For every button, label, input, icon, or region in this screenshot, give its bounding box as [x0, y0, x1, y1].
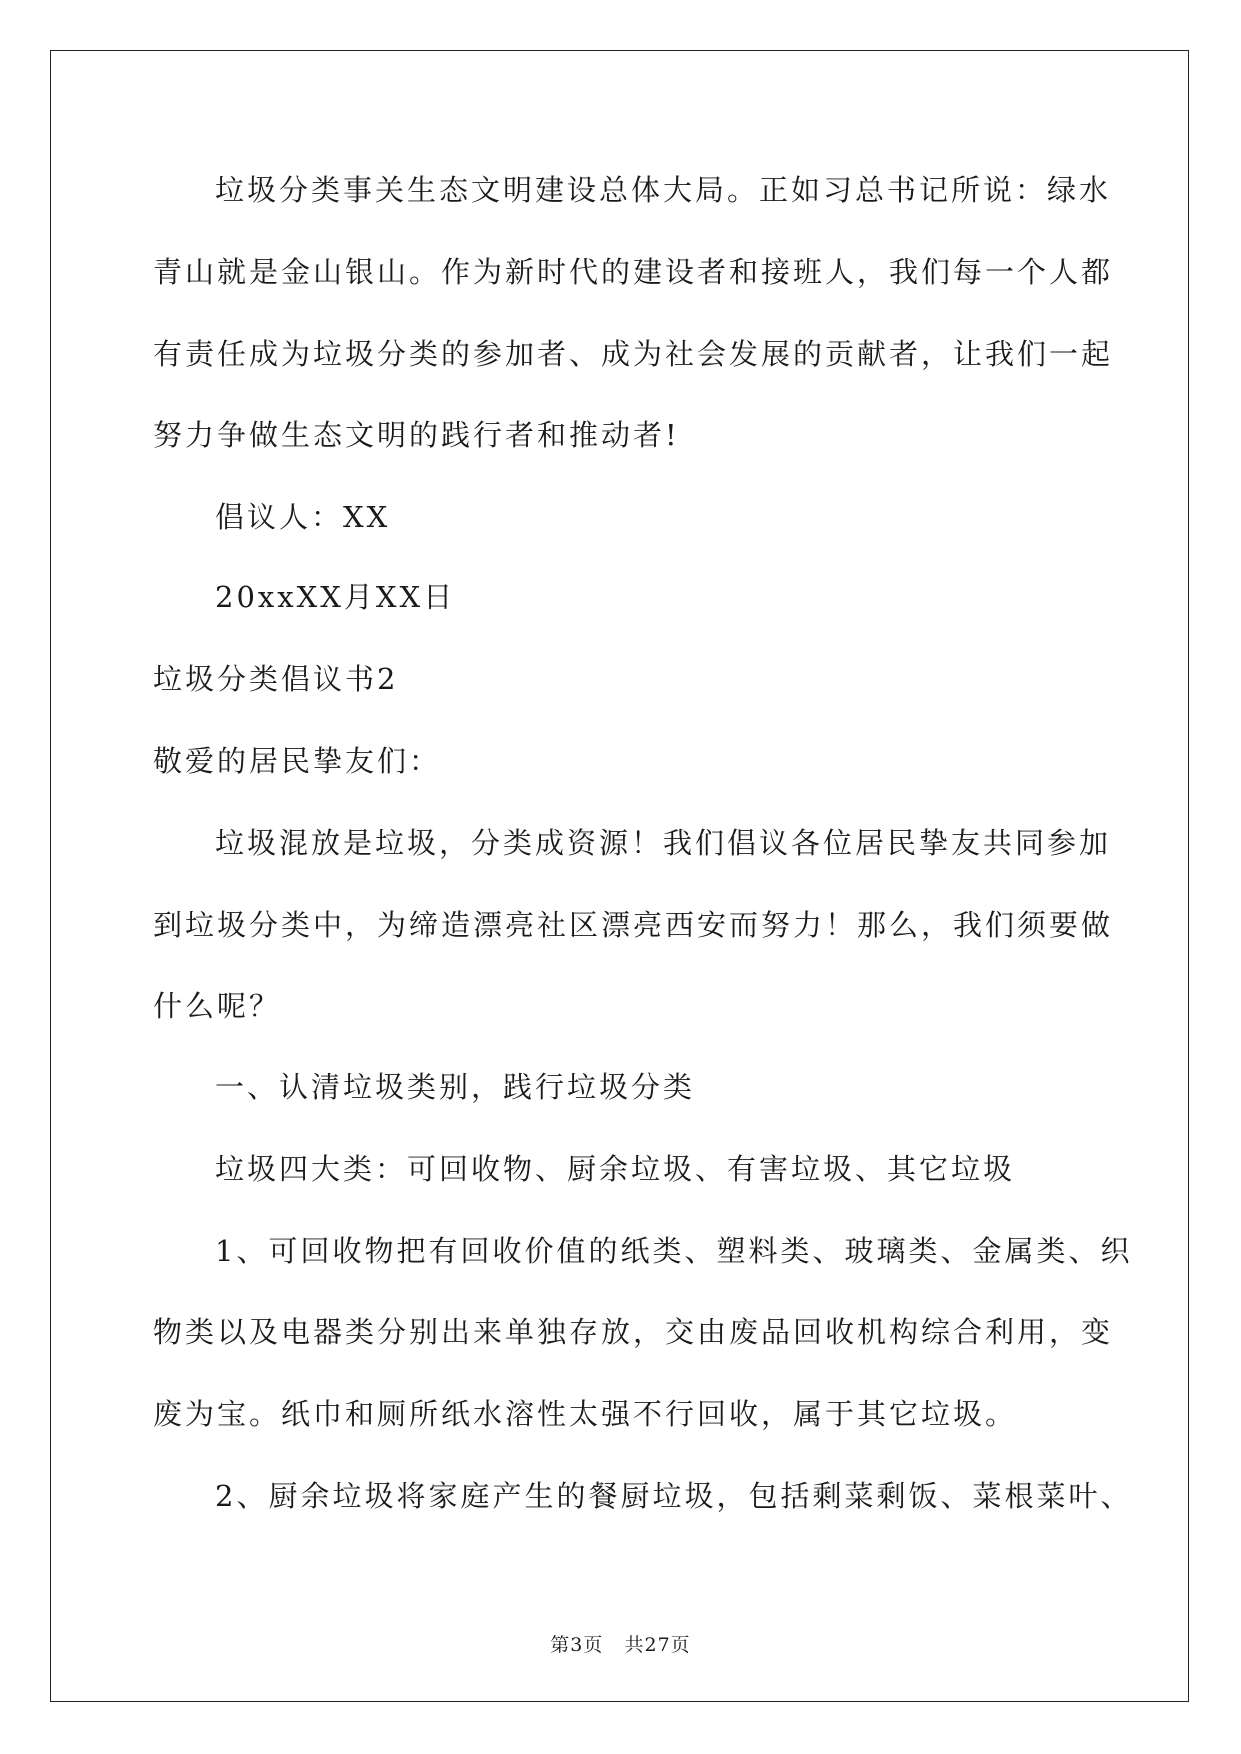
salutation-line: 敬爱的居民挚友们：	[153, 744, 442, 778]
body-text-line: 什么呢？	[153, 989, 282, 1023]
heading-line: 一、认清垃圾类别，践行垃圾分类	[215, 1070, 696, 1104]
body-text-line: 垃圾四大类：可回收物、厨余垃圾、有害垃圾、其它垃圾	[215, 1152, 1016, 1186]
signatory-line: 倡议人：XX	[215, 500, 391, 534]
section-title: 垃圾分类倡议书2	[153, 662, 399, 696]
body-text-line: 努力争做生态文明的践行者和推动者!	[153, 418, 680, 452]
body-text-line: 垃圾分类事关生态文明建设总体大局。正如习总书记所说：绿水	[215, 173, 1112, 207]
body-text-line: 青山就是金山银山。作为新时代的建设者和接班人，我们每一个人都	[153, 255, 1114, 289]
page-border	[50, 50, 1189, 1702]
body-text-line: 到垃圾分类中，为缔造漂亮社区漂亮西安而努力！那么，我们须要做	[153, 908, 1114, 942]
body-text-line: 1、可回收物把有回收价值的纸类、塑料类、玻璃类、金属类、织	[215, 1234, 1133, 1268]
date-line: 20xxXX月XX日	[215, 580, 456, 614]
body-text-line: 2、厨余垃圾将家庭产生的餐厨垃圾，包括剩菜剩饭、菜根菜叶、	[215, 1479, 1133, 1513]
page-number-footer: 第3页 共27页	[550, 1634, 691, 1656]
body-text-line: 物类以及电器类分别出来单独存放，交由废品回收机构综合利用，变	[153, 1315, 1114, 1349]
body-text-line: 有责任成为垃圾分类的参加者、成为社会发展的贡献者，让我们一起	[153, 337, 1114, 371]
body-text-line: 废为宝。纸巾和厕所纸水溶性太强不行回收，属于其它垃圾。	[153, 1397, 1018, 1431]
body-text-line: 垃圾混放是垃圾，分类成资源！我们倡议各位居民挚友共同参加	[215, 826, 1112, 860]
